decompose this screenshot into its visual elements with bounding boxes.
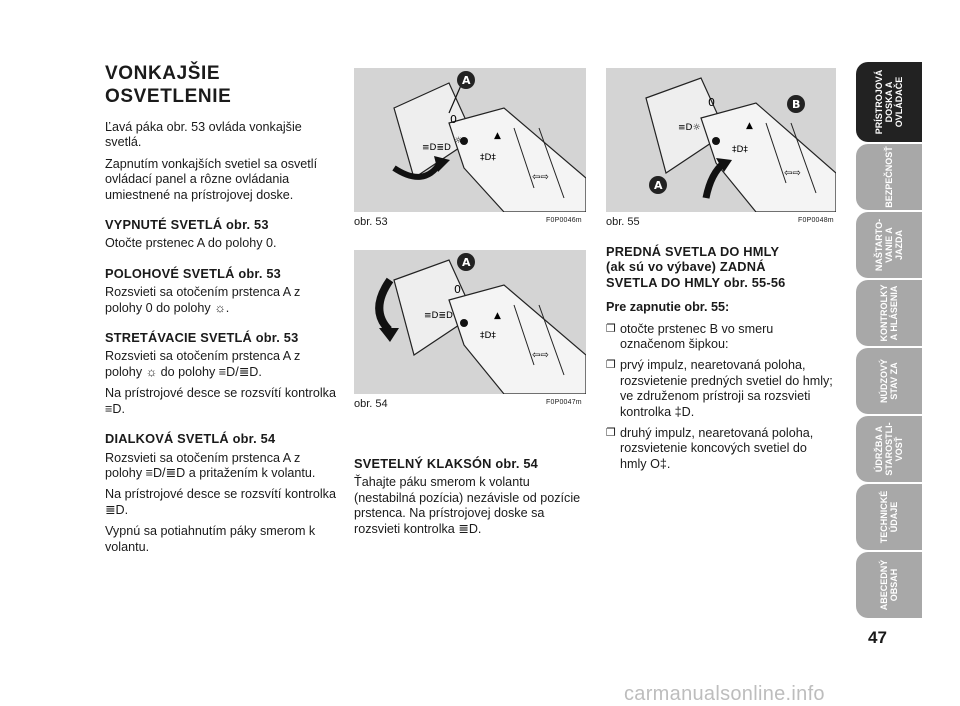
column-1: [105, 62, 337, 561]
list-item: ❐ prvý impulz, nearetovaná poloha, rozsvietenie predných svetiel do hmly; ve združenom prístroji sa rozsvieti kontrolka ‡D.: [606, 358, 836, 420]
watermark: carmanualsonline.info: [624, 683, 825, 705]
svg-text:▲: ▲: [494, 311, 501, 321]
heading-fog-1: PREDNÁ SVETLA DO HMLY: [606, 244, 780, 259]
stalk-illustration: [354, 68, 586, 212]
figure-53-code: F0P0046m: [546, 217, 582, 224]
column-3: [606, 244, 836, 478]
svg-text:0: 0: [454, 283, 461, 296]
figure-label-a: A: [462, 256, 471, 269]
heading-switch-on: Pre zapnutie obr. 55:: [606, 300, 730, 315]
svg-text:≡D≣D: ≡D≣D: [422, 143, 451, 153]
paragraph-high-beam-2: Na prístrojové desce se rozsvítí kontrolka ≣D.: [105, 487, 336, 517]
figure-label-a: A: [654, 179, 663, 192]
svg-text:‡D‡: ‡D‡: [480, 153, 496, 163]
paragraph-lights-off: Otočte prstenec A do polohy 0.: [105, 236, 277, 251]
tab-maintenance[interactable]: ÚDRŽBA A STAROSTLI- VOSŤ: [856, 416, 922, 482]
figure-55: [606, 68, 836, 212]
tab-emergency[interactable]: NÚDZOVÝ STAV ZA: [856, 348, 922, 414]
section-title: VONKAJŠIE OSVETLENIE: [105, 63, 232, 107]
tab-starting-driving[interactable]: NAŠTARTO- VANIE A JAZDA: [856, 212, 922, 278]
figure-label-a: A: [462, 74, 471, 87]
intro-paragraph-2: Zapnutím vonkajších svetiel sa osvetlí ovládací panel a rôzne ovládania umiestnené na prístrojovej doske.: [105, 156, 318, 202]
svg-text:⇦⇨: ⇦⇨: [784, 168, 801, 179]
figure-55-caption: obr. 55: [606, 216, 640, 228]
svg-text:⇦⇨: ⇦⇨: [532, 172, 549, 183]
svg-text:≡D≣D: ≡D≣D: [424, 311, 453, 321]
tab-dashboard-controls[interactable]: PRÍSTROJOVÁ DOSKA A OVLÁDAČE: [856, 62, 922, 142]
figure-54-caption: obr. 54: [354, 398, 388, 410]
heading-position-lights: POLOHOVÉ SVETLÁ obr. 53: [105, 265, 281, 281]
svg-text:0: 0: [450, 113, 457, 126]
tab-safety[interactable]: BEZPEČNOSŤ: [856, 144, 922, 210]
tab-warning-lights[interactable]: KONTROLKY A HLÁSENIA: [856, 280, 922, 346]
page-number: 47: [868, 628, 887, 647]
intro-paragraph: Ľavá páka obr. 53 ovláda vonkajšie svetlá.: [105, 120, 302, 150]
svg-text:⇦⇨: ⇦⇨: [532, 350, 549, 361]
list-item: ❐ otočte prstenec B vo smeru označenom šipkou:: [606, 322, 836, 353]
paragraph-position-lights: Rozsvieti sa otočením prstenca A z polohy 0 do polohy ☼.: [105, 285, 301, 315]
heading-fog-2: (ak sú vo výbave) ZADNÁ: [606, 259, 766, 275]
svg-text:▲: ▲: [494, 131, 501, 141]
heading-lights-off: VYPNUTÉ SVETLÁ obr. 53: [105, 217, 269, 233]
paragraph-high-beam-3: Vypnú sa potiahnutím páky smerom k volantu.: [105, 524, 316, 554]
svg-text:≡D☼: ≡D☼: [678, 123, 701, 133]
heading-flash: SVETELNÝ KLAKSÓN obr. 54: [354, 456, 538, 471]
heading-fog-3: SVETLA DO HMLY obr. 55-56: [606, 274, 786, 290]
figure-54-code: F0P0047m: [546, 399, 582, 406]
tab-technical-data[interactable]: TECHNICKÉ ÚDAJE: [856, 484, 922, 550]
svg-text:‡D‡: ‡D‡: [732, 145, 748, 155]
paragraph-low-beam-1: Rozsvieti sa otočením prstenca A z polohy ☼ do polohy ≡D/≣D.: [105, 349, 301, 379]
svg-text:☼: ☼: [454, 136, 463, 146]
column-2: [354, 456, 588, 543]
svg-text:0: 0: [708, 96, 715, 109]
paragraph-flash: Ťahajte páku smerom k volantu (nestabilná pozícia) nezávisle od pozície prstenca. Na prístrojovej doske sa rozsvieti kontrolka ≣D.: [354, 475, 581, 536]
figure-53-caption: obr. 53: [354, 216, 388, 228]
list-item: ❐ druhý impulz, nearetovaná poloha, rozsvietenie koncových svetiel do hmly O‡.: [606, 426, 836, 472]
svg-text:▲: ▲: [746, 121, 753, 131]
figure-53: [354, 68, 586, 212]
figure-55-code: F0P0048m: [798, 217, 834, 224]
paragraph-high-beam-1: Rozsvieti sa otočením prstenca A z polohy ≡D/≣D a pritažením k volantu.: [105, 450, 316, 480]
figure-54: [354, 250, 586, 394]
figure-label-b: B: [792, 98, 801, 111]
tab-index[interactable]: ABECEDNÝ OBSAH: [856, 552, 922, 618]
heading-high-beam: DIALKOVÁ SVETLÁ obr. 54: [105, 431, 276, 447]
heading-low-beam: STRETÁVACIE SVETLÁ obr. 53: [105, 330, 299, 346]
paragraph-low-beam-2: Na prístrojové desce se rozsvítí kontrolka ≡D.: [105, 386, 336, 416]
svg-text:‡D‡: ‡D‡: [480, 331, 496, 341]
